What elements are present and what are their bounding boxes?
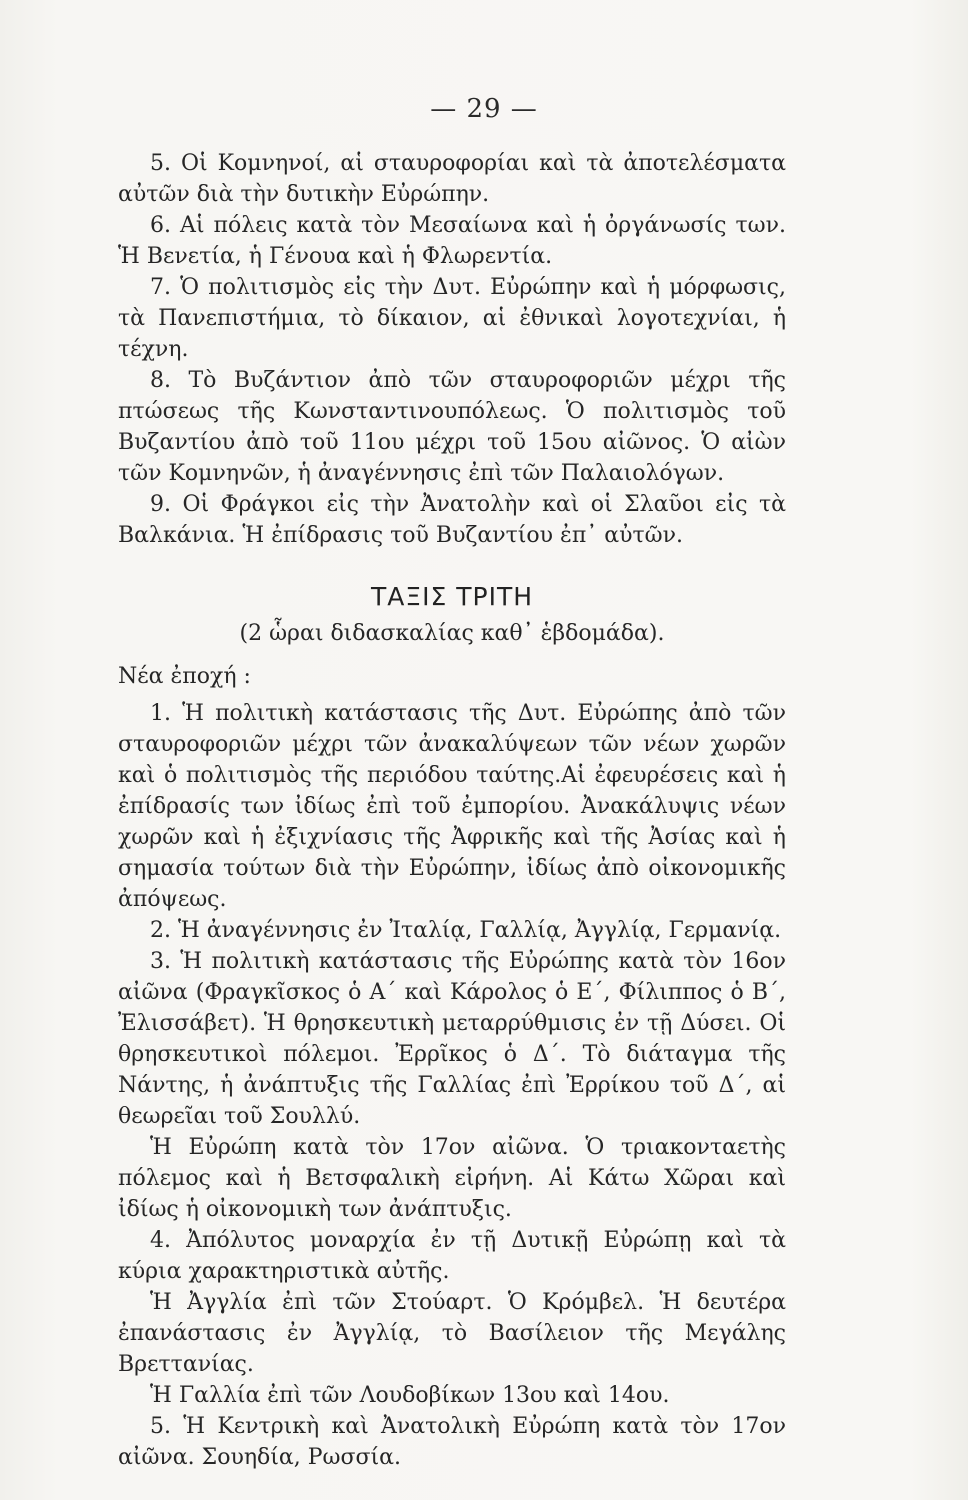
section-title: ΤΑΞΙΣ ΤΡΙΤΗ xyxy=(370,582,534,611)
paragraph-item-5-second: 5. Ἡ Κεντρικὴ καὶ Ἀνατολικὴ Εὐρώπη κατὰ τὸν 17ον αἰῶνα. Σουηδία, Ρωσσία. xyxy=(118,1414,786,1470)
paragraph-item-5: 5. Οἱ Κομνηνοί, αἱ σταυροφορίαι καὶ τὰ ἀποτελέσματα αὐτῶν διὰ τὴν δυτικὴν Εὐρώπην. xyxy=(118,151,786,207)
paragraph-europe-17th: Ἡ Εὐρώπη κατὰ τὸν 17ον αἰῶνα. Ὁ τριακονταετὴς πόλεμος καὶ ἡ Βετσφαλικὴ εἰρήνη. Αἱ Κάτω Χῶραι καὶ ἰδίως ἡ οἰκονομικὴ των ἀνάπτυξις. xyxy=(118,1135,786,1222)
section-subtitle: (2 ὧραι διδασκαλίας καθ᾽ ἑβδομάδα). xyxy=(239,621,665,646)
paragraph-item-2: 2. Ἡ ἀναγέννησις ἐν Ἰταλίᾳ, Γαλλίᾳ, Ἀγγλίᾳ, Γερμανίᾳ. xyxy=(150,918,782,943)
paragraph-item-4: 4. Ἀπόλυτος μοναρχία ἐν τῇ Δυτικῇ Εὐρώπῃ καὶ τὰ κύρια χαρακτηριστικὰ αὐτῆς. xyxy=(118,1228,786,1284)
page-number: — 29 — xyxy=(430,94,538,124)
paragraph-item-6: 6. Αἱ πόλεις κατὰ τὸν Μεσαίωνα καὶ ἡ ὀργάνωσίς των. Ἡ Βενετία, ἡ Γένουα καὶ ἡ Φλωρεντία. xyxy=(118,213,786,269)
paragraph-item-1: 1. Ἡ πολιτικὴ κατάστασις τῆς Δυτ. Εὐρώπης ἀπὸ τῶν σταυροφοριῶν μέχρι τῶν ἀνακαλύψεων τῶν νέων χωρῶν καὶ ὁ πολιτισμὸς τῆς περιόδου ταύτης.Αἱ ἐφευρέσεις καὶ ἡ ἐπίδρασίς των ἰδίως ἐπὶ τοῦ ἐμπορίου. Ἀνακάλυψις νέων χωρῶν καὶ ἡ ἐξιχνίασις τῆς Ἀφρικῆς καὶ τῆς Ἀσίας καὶ ἡ σημασία τούτων διὰ τὴν Εὐρώπην, ἰδίως ἀπὸ οἰκονομικῆς ἀπόψεως. xyxy=(118,701,786,912)
paragraph-item-9: 9. Οἱ Φράγκοι εἰς τὴν Ἀνατολὴν καὶ οἱ Σλαῦοι εἰς τὰ Βαλκάνια. Ἡ ἐπίδρασις τοῦ Βυζαντίου ἐπ᾽ αὐτῶν. xyxy=(118,492,786,548)
subject-heading: Νέα ἐποχή : xyxy=(118,664,251,689)
paragraph-item-7: 7. Ὁ πολιτισμὸς εἰς τὴν Δυτ. Εὐρώπην καὶ ἡ μόρφωσις, τὰ Πανεπιστήμια, τὸ δίκαιον, αἱ ἐθνικαὶ λογοτεχνίαι, ἡ τέχνη. xyxy=(118,275,786,362)
paragraph-item-3: 3. Ἡ πολιτικὴ κατάστασις τῆς Εὐρώπης κατὰ τὸν 16ον αἰῶνα (Φραγκῖσκος ὁ Α΄ καὶ Κάρολος ὁ Ε΄, Φίλιππος ὁ Β΄, Ἐλισσάβετ). Ἡ θρησκευτικὴ μεταρρύθμισις ἐν τῇ Δύσει. Οἱ θρησκευτικοὶ πόλεμοι. Ἐρρῖκος ὁ Δ΄. Τὸ διάταγμα τῆς Νάντης, ἡ ἀνάπτυξις τῆς Γαλλίας ἐπὶ Ἐρρίκου τοῦ Δ΄, αἱ θεωρεῖαι τοῦ Σουλλύ. xyxy=(118,949,786,1129)
paragraph-france: Ἡ Γαλλία ἐπὶ τῶν Λουδοβίκων 13ου καὶ 14ου. xyxy=(150,1383,670,1408)
paragraph-item-8: 8. Τὸ Βυζάντιον ἀπὸ τῶν σταυροφοριῶν μέχρι τῆς πτώσεως τῆς Κωνσταντινουπόλεως. Ὁ πολιτισμὸς τοῦ Βυζαντίου ἀπὸ τοῦ 11ου μέχρι τοῦ 15ου αἰῶνος. Ὁ αἰὼν τῶν Κομνηνῶν, ἡ ἀναγέννησις ἐπὶ τῶν Παλαιολόγων. xyxy=(118,368,786,486)
page-body xyxy=(118,148,786,1473)
paragraph-england: Ἡ Ἀγγλία ἐπὶ τῶν Στούαρτ. Ὁ Κρόμβελ. Ἡ δευτέρα ἐπανάστασις ἐν Ἀγγλίᾳ, τὸ Βασίλειον τῆς Μεγάλης Βρεττανίας. xyxy=(118,1290,786,1377)
